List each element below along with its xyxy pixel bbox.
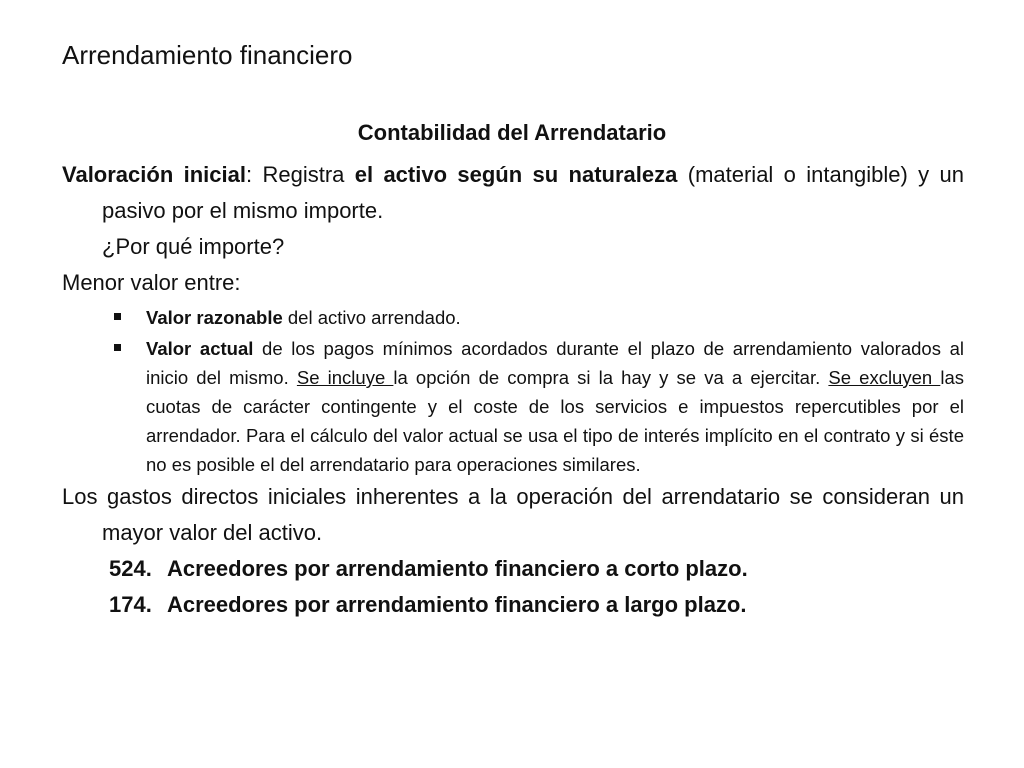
valoracion-text-1: : Registra xyxy=(245,162,355,187)
account-line xyxy=(62,551,964,587)
bullet-list xyxy=(62,303,964,479)
valoracion-text-2: (material o intangible) y un pasivo por el mismo importe. xyxy=(102,162,964,223)
bullet1-bold: Valor razonable xyxy=(146,307,283,328)
account-label: Acreedores por arrendamiento financiero a corto plazo. xyxy=(167,556,748,581)
account-number: 524. xyxy=(109,556,152,581)
valoracion-paragraph xyxy=(62,157,964,229)
slide-title: Arrendamiento financiero xyxy=(62,40,353,70)
bullet1-text: del activo arrendado. xyxy=(282,307,461,328)
bullet2-text-3: las cuotas de carácter contingente y el coste de los servicios e impuestos repercutibles por el arrendador. Para el cálculo del valor actual se usa el tipo de interés implícito en el contrato y si éste no es posible el del arrendatario para operaciones similares. xyxy=(146,367,964,475)
square-bullet-icon xyxy=(114,344,121,351)
slide-body xyxy=(62,157,964,623)
valoracion-bold: el activo según su naturaleza xyxy=(354,162,678,187)
menor-valor-heading: Menor valor entre: xyxy=(62,270,241,295)
account-number: 174. xyxy=(109,592,152,617)
bullet2-bold: Valor actual xyxy=(146,338,254,359)
account-label: Acreedores por arrendamiento financiero a largo plazo. xyxy=(167,592,747,617)
bullet-item-valor-razonable xyxy=(62,303,964,332)
bullet2-text-1: de los pagos mínimos acordados durante el plazo de arrendamiento valorados al inicio del mismo. xyxy=(146,338,964,388)
bullet-item-valor-actual xyxy=(62,334,964,479)
square-bullet-icon xyxy=(114,313,121,320)
bullet2-text-2: la opción de compra si la hay y se va a ejercitar. xyxy=(393,367,829,388)
bullet2-underline-1: Se incluye xyxy=(296,367,394,388)
valoracion-label: Valoración inicial xyxy=(62,162,246,187)
section-subtitle: Contabilidad del Arrendatario xyxy=(357,120,667,145)
question-line: ¿Por qué importe? xyxy=(102,234,285,259)
account-line xyxy=(62,587,964,623)
gastos-paragraph: Los gastos directos iniciales inherentes a la operación del arrendatario se consideran un mayor valor del activo. xyxy=(62,484,964,545)
bullet2-underline-2: Se excluyen xyxy=(828,367,941,388)
